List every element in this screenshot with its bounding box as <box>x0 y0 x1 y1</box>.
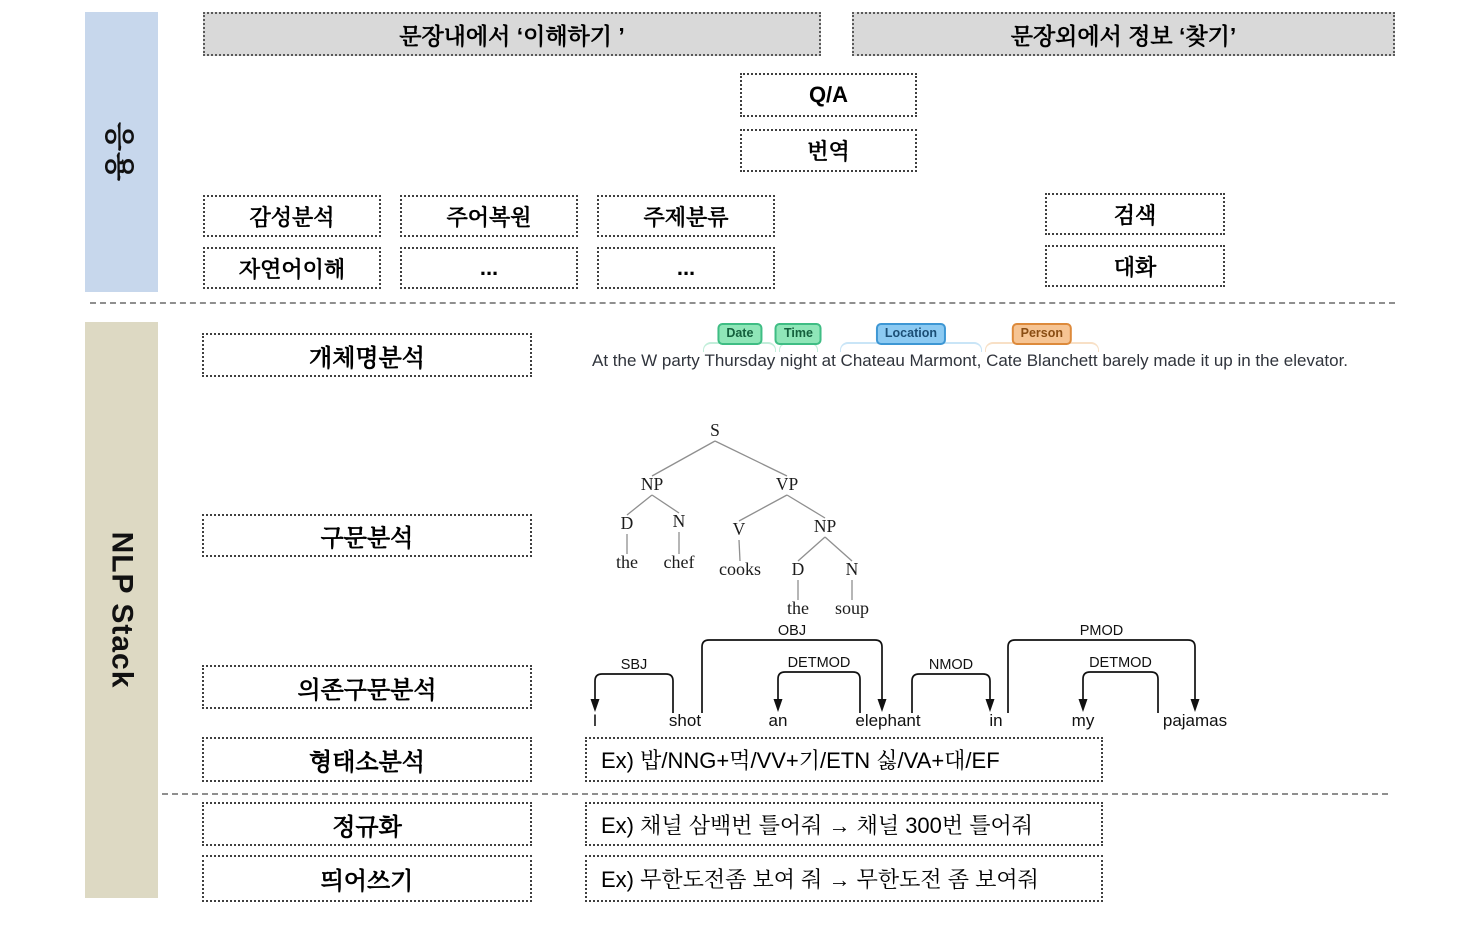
application-sidebar <box>85 12 158 292</box>
dependency-arc-label: OBJ <box>777 623 807 639</box>
dependency-word: my <box>1071 711 1095 730</box>
layer-box-normalization: 정규화 <box>202 802 532 846</box>
separator-top <box>90 302 1395 304</box>
nlp-stack-sidebar-label: NLP Stack <box>105 531 139 689</box>
app-box-dialogue: 대화 <box>1045 245 1225 287</box>
tree-edge <box>798 537 825 561</box>
tree-edge <box>825 537 852 561</box>
tree-node: VP <box>775 474 799 494</box>
layer-box-word-spacing: 띄어쓰기 <box>202 855 532 902</box>
ner-entity-time <box>780 326 817 371</box>
example-morphology: Ex) 밥/NNG+먹/VV+기/ETN 싫/VA+대/EF <box>585 737 1103 782</box>
dependency-arc-sbj <box>595 674 673 713</box>
dependency-word: an <box>768 711 788 730</box>
app-box-translation: 번역 <box>740 129 917 172</box>
nlp-stack-sidebar <box>85 322 158 898</box>
example-normalization: Ex) 채널 삼백번 틀어줘 → 채널 300번 틀어줘 <box>585 802 1103 846</box>
dependency-arc-nmod <box>912 674 990 713</box>
tree-node: D <box>791 559 805 579</box>
ner-tag-person: Person <box>1012 323 1072 345</box>
tree-edge <box>739 540 740 561</box>
layer-box-syntax-parsing: 구문분석 <box>202 514 532 557</box>
tree-node: N <box>672 511 686 531</box>
layer-box-ner: 개체명분석 <box>202 333 532 377</box>
ner-entity-text: Chateau Marmont, <box>840 351 982 370</box>
layer-box-morphology: 형태소분석 <box>202 737 532 782</box>
app-box-sentiment: 감성분석 <box>203 195 381 237</box>
ner-entity-text: night <box>780 351 817 370</box>
app-box-ellipsis-2: ... <box>597 247 775 289</box>
dependency-word: in <box>989 711 1003 730</box>
ner-tag-date: Date <box>717 323 762 345</box>
tree-node: S <box>710 420 720 440</box>
tree-node: NP <box>813 516 837 536</box>
dependency-word: shot <box>668 711 702 730</box>
tree-edge <box>715 441 787 476</box>
ner-tag-time: Time <box>775 323 822 345</box>
tree-terminal: chef <box>663 552 695 572</box>
dependency-arc-pmod <box>1008 640 1195 713</box>
ner-entity-person <box>986 326 1098 371</box>
dependency-word: I <box>592 711 598 730</box>
ner-entity-location <box>840 326 982 371</box>
ner-entity-date <box>704 326 776 371</box>
dependency-arc-label: DETMOD <box>1089 655 1152 671</box>
dependency-word: pajamas <box>1162 711 1228 730</box>
header-understand-in-sentence: 문장내에서 ‘이해하기 ’ <box>203 12 821 56</box>
application-sidebar-label: 응용 <box>101 122 135 182</box>
dependency-arc-label: NMOD <box>928 657 974 673</box>
tree-edge <box>627 495 652 515</box>
tree-node: D <box>620 513 634 533</box>
tree-terminal: cooks <box>719 559 761 579</box>
header-find-info-outside: 문장외에서 정보 ‘찾기’ <box>852 12 1395 56</box>
dependency-arc-label: SBJ <box>620 657 648 673</box>
app-box-search: 검색 <box>1045 193 1225 235</box>
app-box-ellipsis-1: ... <box>400 247 578 289</box>
ner-tag-location: Location <box>876 323 946 345</box>
tree-edge <box>739 495 787 521</box>
dependency-arc-detmod <box>778 672 860 713</box>
dependency-word: elephant <box>855 711 921 730</box>
layer-box-dependency-parsing: 의존구문분석 <box>202 665 532 709</box>
app-box-qa: Q/A <box>740 73 917 117</box>
tree-edge <box>787 495 825 518</box>
separator-bottom <box>162 793 1388 795</box>
tree-node: N <box>845 559 859 579</box>
tree-node: NP <box>640 474 664 494</box>
dependency-arc-detmod <box>1083 672 1158 713</box>
tree-terminal: soup <box>834 598 870 618</box>
ner-sentence: At the W party Date Thursday Time night at Location Chateau Marmont, Person Cate Blanchett barely made it up in the elevator. <box>592 351 1452 371</box>
tree-edge <box>652 441 715 476</box>
tree-terminal: the <box>616 552 638 572</box>
example-word-spacing: Ex) 무한도전좀 보여 줘 → 무한도전 좀 보여줘 <box>585 855 1103 902</box>
app-box-topic-classification: 주제분류 <box>597 195 775 237</box>
dependency-parse-diagram <box>560 616 1260 728</box>
ner-entity-text: Thursday <box>704 351 776 370</box>
ner-entity-text: Cate Blanchett <box>986 351 1098 370</box>
app-box-subject-restoration: 주어복원 <box>400 195 578 237</box>
constituency-parse-tree <box>572 416 917 626</box>
app-box-nlu: 자연어이해 <box>203 247 381 289</box>
dependency-arc-label: DETMOD <box>787 655 851 671</box>
dependency-arc-label: PMOD <box>1079 623 1124 639</box>
dependency-arc-obj <box>702 640 882 713</box>
tree-node: V <box>732 519 746 539</box>
tree-terminal: the <box>787 598 809 618</box>
